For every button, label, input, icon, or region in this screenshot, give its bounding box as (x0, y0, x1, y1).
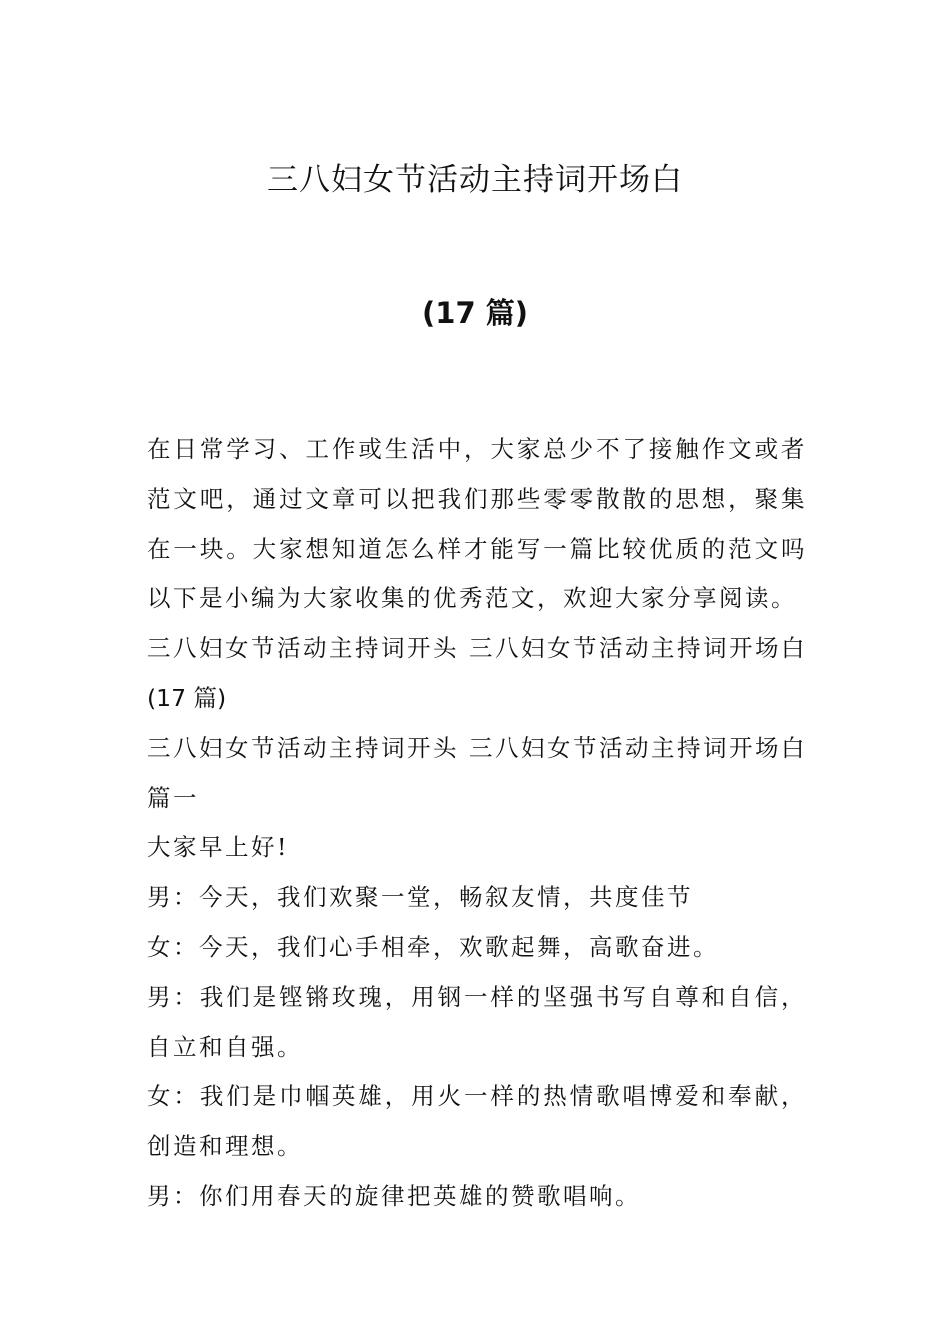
section-heading: 三八妇女节活动主持词开头 三八妇女节活动主持词开场白篇一 (147, 733, 807, 812)
dialogue-line: 女：今天，我们心手相牵，欢歌起舞，高歌奋进。 (147, 932, 719, 961)
document-title: 三八妇女节活动主持词开场白 (267, 162, 683, 198)
intro-paragraph: 在日常学习、工作或生活中，大家总少不了接触作文或者范文吧，通过文章可以把我们那些零零散散的思想，聚集在一块。大家想知道怎么样才能写一篇比较优质的范文吗以下是小编为大家收集的优秀范文，欢迎大家分享阅读。 (147, 435, 807, 613)
greeting-line: 大家早上好! (147, 833, 289, 862)
heading-line: 三八妇女节活动主持词开头 三八妇女节活动主持词开场白 (147, 634, 807, 663)
document-body (147, 425, 807, 1222)
dialogue-line: 男：我们是铿锵玫瑰，用钢一样的坚强书写自尊和自信，自立和自强。 (147, 982, 807, 1061)
dialogue-line: 男：今天，我们欢聚一堂，畅叙友情，共度佳节 (147, 883, 693, 912)
heading-count-line: (17 篇) (147, 683, 227, 712)
dialogue-line: 男：你们用春天的旋律把英雄的赞歌唱响。 (147, 1181, 641, 1210)
document-subtitle: (17 篇) (422, 296, 528, 330)
dialogue-line: 女：我们是巾帼英雄，用火一样的热情歌唱博爱和奉献，创造和理想。 (147, 1082, 807, 1161)
